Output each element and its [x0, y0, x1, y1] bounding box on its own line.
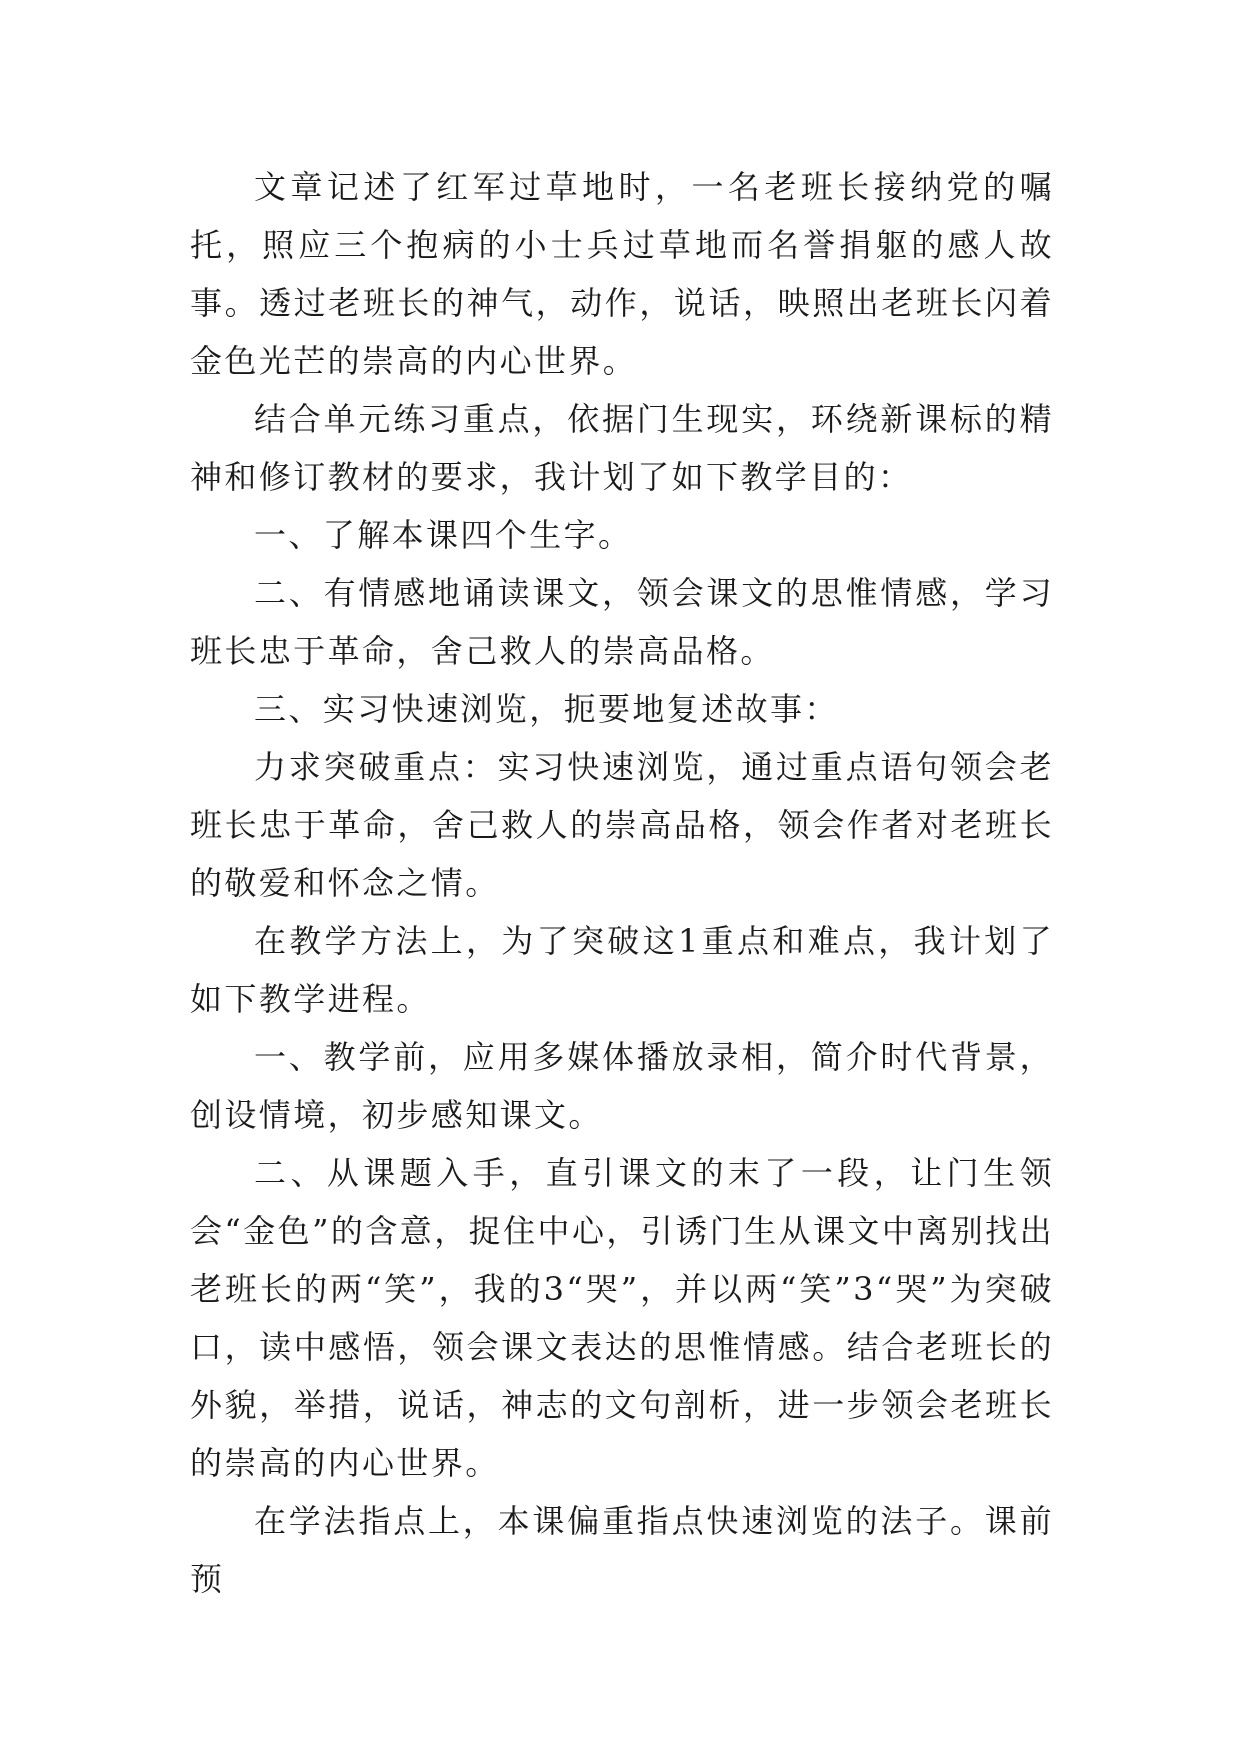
paragraph-goal-3: 三、实习快速浏览，扼要地复述故事：: [254, 690, 839, 728]
paragraph-goal-2: 二、有情感地诵读课文，领会课文的思惟情感，学习班长忠于革命，舍己救人的崇高品格。: [190, 574, 1054, 670]
paragraph-key-points: 力求突破重点：实习快速浏览，通过重点语句领会老班长忠于革命，舍己救人的崇高品格，领会作者对老班长的敬爱和怀念之情。: [190, 748, 1054, 902]
paragraph-step-1: 一、教学前，应用多媒体播放录相，简介时代背景，创设情境，初步感知课文。: [190, 1038, 1054, 1134]
paragraph-story-summary: 文章记述了红军过草地时，一名老班长接纳党的嘱托，照应三个抱病的小士兵过草地而名誉捐躯的感人故事。透过老班长的神气，动作，说话，映照出老班长闪着金色光芒的崇高的内心世界。: [190, 168, 1054, 380]
paragraph-method-intro: 在教学方法上，为了突破这1重点和难点，我计划了如下教学进程。: [190, 922, 1054, 1018]
paragraph-goals-intro: 结合单元练习重点，依据门生现实，环绕新课标的精神和修订教材的要求，我计划了如下教学目的：: [190, 400, 1054, 496]
paragraph-study-guidance: 在学法指点上，本课偏重指点快速浏览的法子。课前预: [190, 1502, 1054, 1598]
paragraph-step-2: 二、从课题入手，直引课文的末了一段，让门生领会“金色”的含意，捉住中心，引诱门生从课文中离别找出老班长的两“笑”，我的3“哭”，并以两“笑”3“哭”为突破口，读中感悟，领会课文表达的思惟情感。结合老班长的外貌，举措，说话，神志的文句剖析，进一步领会老班长的崇高的内心世界。: [190, 1154, 1054, 1482]
paragraph-goal-1: 一、了解本课四个生字。: [254, 516, 633, 554]
document-body: [190, 158, 1054, 1608]
